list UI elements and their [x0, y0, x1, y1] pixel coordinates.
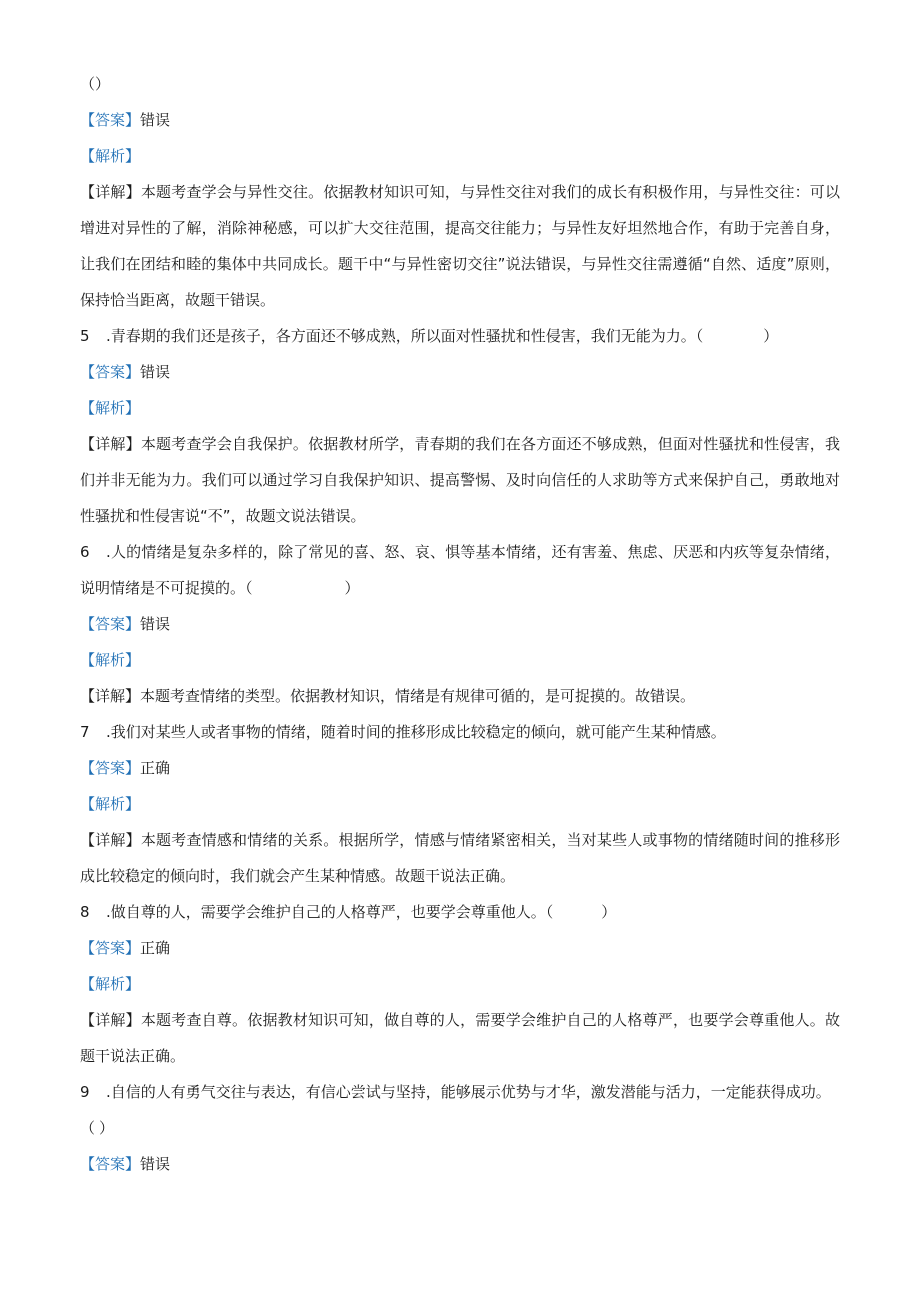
answer-value: 错误	[140, 615, 171, 633]
answer-tag: 【答案】	[80, 1155, 141, 1173]
answer-paren-close: ）	[763, 327, 779, 345]
question-stem	[80, 1074, 840, 1146]
answer-value: 错误	[140, 111, 171, 129]
detail-paragraph	[80, 678, 840, 714]
detail-text: 本题考查学会与异性交往。依据教材知识可知，与异性交往对我们的成长有积极作用，与异性交往：可以增进对异性的了解，消除神秘感，可以扩大交往范围，提高交往能力；与异性友好坦然地合作，有助于完善自身，让我们在团结和睦的集体中共同成长。题干中“与异性密切交往”说法错误，与异性交往需遵循“自然、适度”原则，保持恰当距离，故题干错误。	[80, 183, 840, 309]
analysis-tag: 【解析】	[80, 651, 141, 669]
analysis-tag: 【解析】	[80, 795, 141, 813]
top-fragment: （）	[80, 75, 111, 93]
detail-tag: 【详解】	[80, 435, 141, 453]
answer-tag: 【答案】	[80, 615, 141, 633]
question-number: 9	[80, 1083, 90, 1101]
question-text: .我们对某些人或者事物的情绪，随着时间的推移形成比较稳定的倾向，就可能产生某种情感。	[106, 723, 726, 741]
answer-paren-close: ）	[99, 1119, 115, 1137]
analysis-tag: 【解析】	[80, 147, 141, 165]
answer-tag: 【答案】	[80, 939, 141, 957]
answer-value: 错误	[140, 1155, 171, 1173]
answer-line	[80, 102, 840, 138]
answer-paren-open: （	[245, 579, 253, 597]
detail-paragraph	[80, 822, 840, 894]
question-number: 8	[80, 903, 90, 921]
question-stem	[80, 318, 840, 354]
answer-tag: 【答案】	[80, 759, 141, 777]
analysis-line	[80, 786, 840, 822]
question-stem	[80, 714, 840, 750]
analysis-tag: 【解析】	[80, 399, 141, 417]
question-4-paren	[80, 66, 840, 102]
question-number: 7	[80, 723, 90, 741]
question-stem	[80, 894, 840, 930]
detail-tag: 【详解】	[80, 831, 141, 849]
detail-paragraph	[80, 1002, 840, 1074]
answer-paren-open: （	[545, 903, 554, 921]
question-number: 6	[80, 543, 90, 561]
answer-line	[80, 606, 840, 642]
analysis-tag: 【解析】	[80, 975, 141, 993]
answer-value: 正确	[140, 759, 171, 777]
detail-paragraph	[80, 426, 840, 534]
answer-line	[80, 930, 840, 966]
answer-tag: 【答案】	[80, 111, 141, 129]
detail-text: 本题考查情绪的类型。依据教材知识，情绪是有规律可循的，是可捉摸的。故错误。	[140, 687, 696, 705]
question-text: .人的情绪是复杂多样的，除了常见的喜、怒、哀、惧等基本情绪，还有害羞、焦虑、厌恶和内疚等复杂情绪，说明情绪是不可捉摸的。	[80, 543, 840, 597]
analysis-line	[80, 138, 840, 174]
document-page	[80, 66, 840, 1182]
answer-paren-close: ）	[601, 903, 617, 921]
detail-text: 本题考查学会自我保护。依据教材所学，青春期的我们在各方面还不够成熟，但面对性骚扰和性侵害，我们并非无能为力。我们可以通过学习自我保护知识、提高警惕、及时向信任的人求助等方式来保护自己，勇敢地对性骚扰和性侵害说“不”，故题文说法错误。	[80, 435, 840, 525]
question-stem	[80, 534, 840, 606]
answer-value: 错误	[140, 363, 171, 381]
detail-text: 本题考查情感和情绪的关系。根据所学，情感与情绪紧密相关，当对某些人或事物的情绪随时间的推移形成比较稳定的倾向时，我们就会产生某种情感。故题干说法正确。	[80, 831, 840, 885]
detail-tag: 【详解】	[80, 183, 141, 201]
question-text: .自信的人有勇气交往与表达，有信心尝试与坚持，能够展示优势与才华，激发潜能与活力，一定能获得成功。	[106, 1083, 831, 1101]
answer-line	[80, 354, 840, 390]
answer-tag: 【答案】	[80, 363, 141, 381]
analysis-line	[80, 966, 840, 1002]
answer-value: 正确	[140, 939, 171, 957]
answer-paren-open: （	[80, 1119, 96, 1137]
answer-line	[80, 750, 840, 786]
question-text: .青春期的我们还是孩子，各方面还不够成熟，所以面对性骚扰和性侵害，我们无能为力。	[106, 327, 696, 345]
detail-text: 本题考查自尊。依据教材知识可知，做自尊的人，需要学会维护自己的人格尊严，也要学会尊重他人。故题干说法正确。	[80, 1011, 840, 1065]
detail-tag: 【详解】	[80, 1011, 141, 1029]
detail-paragraph	[80, 174, 840, 318]
answer-paren-close: ）	[344, 579, 360, 597]
question-number: 5	[80, 327, 90, 345]
question-text: .做自尊的人，需要学会维护自己的人格尊严，也要学会尊重他人。	[106, 903, 546, 921]
answer-paren-open: （	[695, 327, 704, 345]
detail-tag: 【详解】	[80, 687, 141, 705]
analysis-line	[80, 642, 840, 678]
answer-line	[80, 1146, 840, 1182]
analysis-line	[80, 390, 840, 426]
